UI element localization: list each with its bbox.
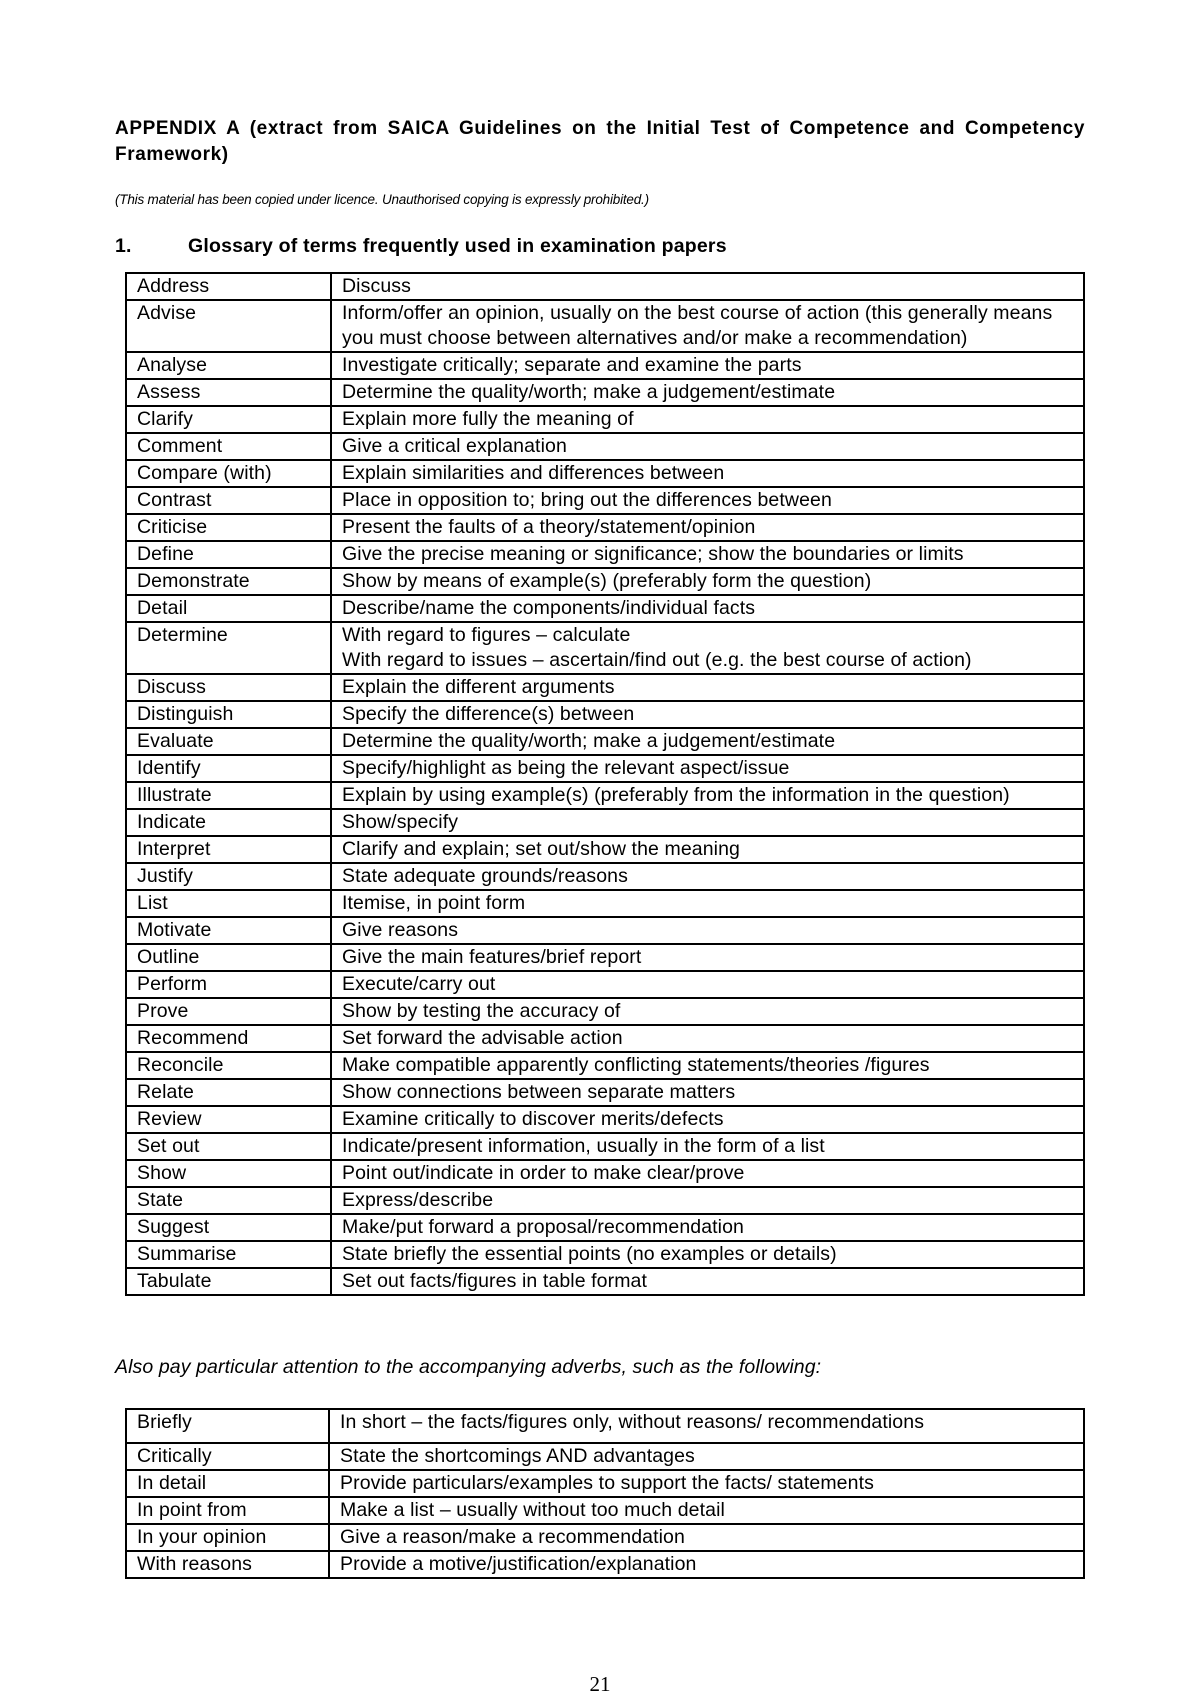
table-row: [126, 1409, 1084, 1443]
glossary-term: Relate: [126, 1079, 331, 1106]
glossary-definition: Show connections between separate matters: [331, 1079, 1084, 1106]
glossary-definition: Make compatible apparently conflicting statements/theories /figures: [331, 1052, 1084, 1079]
page-number: 21: [589, 1672, 611, 1696]
glossary-term: Summarise: [126, 1241, 331, 1268]
table-row: [126, 568, 1084, 595]
table-row: [126, 1497, 1084, 1524]
glossary-term: Justify: [126, 863, 331, 890]
table-row: [126, 622, 1084, 674]
section-title: [115, 235, 727, 258]
glossary-term: Indicate: [126, 809, 331, 836]
table-row: [126, 917, 1084, 944]
table-row: [126, 863, 1084, 890]
table-row: [126, 273, 1084, 300]
glossary-term: Compare (with): [126, 460, 331, 487]
table-row: [126, 998, 1084, 1025]
table-row: [126, 1443, 1084, 1470]
table-row: [126, 1187, 1084, 1214]
adverb-definition: Make a list – usually without too much detail: [329, 1497, 1084, 1524]
table-row: [126, 782, 1084, 809]
table-row: [126, 433, 1084, 460]
glossary-definition: Show/specify: [331, 809, 1084, 836]
glossary-term: Review: [126, 1106, 331, 1133]
glossary-term: Comment: [126, 433, 331, 460]
table-row: [126, 809, 1084, 836]
glossary-term: Interpret: [126, 836, 331, 863]
glossary-definition: Explain similarities and differences between: [331, 460, 1084, 487]
glossary-term: Illustrate: [126, 782, 331, 809]
appendix-heading: APPENDIX A (extract from SAICA Guidelines on the Initial Test of Competence and Competency Framework): [115, 118, 1085, 165]
table-row: [126, 944, 1084, 971]
glossary-definition: Place in opposition to; bring out the differences between: [331, 487, 1084, 514]
glossary-definition: Clarify and explain; set out/show the meaning: [331, 836, 1084, 863]
table-row: [126, 1268, 1084, 1295]
glossary-definition: Give reasons: [331, 917, 1084, 944]
glossary-definition: Give the precise meaning or significance; show the boundaries or limits: [331, 541, 1084, 568]
glossary-term: Set out: [126, 1133, 331, 1160]
glossary-definition: Make/put forward a proposal/recommendation: [331, 1214, 1084, 1241]
table-row: [126, 300, 1084, 352]
glossary-term: Assess: [126, 379, 331, 406]
section-title-text: Glossary of terms frequently used in examination papers: [188, 235, 727, 257]
glossary-term: Prove: [126, 998, 331, 1025]
table-row: [126, 379, 1084, 406]
glossary-definition: Set forward the advisable action: [331, 1025, 1084, 1052]
glossary-term: Demonstrate: [126, 568, 331, 595]
adverb-definition: Give a reason/make a recommendation: [329, 1524, 1084, 1551]
table-row: [126, 1133, 1084, 1160]
glossary-definition: Give the main features/brief report: [331, 944, 1084, 971]
glossary-term: Show: [126, 1160, 331, 1187]
table-row: [126, 460, 1084, 487]
glossary-term: Determine: [126, 622, 331, 674]
adverb-term: Briefly: [126, 1409, 329, 1443]
glossary-definition: Inform/offer an opinion, usually on the best course of action (this generally means you must choose between alternatives and/or make a recommendation): [331, 300, 1084, 352]
adverbs-table: [125, 1408, 1085, 1579]
adverb-definition: State the shortcomings AND advantages: [329, 1443, 1084, 1470]
table-row: [126, 1241, 1084, 1268]
glossary-definition: Show by testing the accuracy of: [331, 998, 1084, 1025]
glossary-definition: Examine critically to discover merits/defects: [331, 1106, 1084, 1133]
table-row: [126, 971, 1084, 998]
table-row: [126, 1052, 1084, 1079]
table-row: [126, 1470, 1084, 1497]
glossary-term: Clarify: [126, 406, 331, 433]
table-row: [126, 1160, 1084, 1187]
table-row: [126, 674, 1084, 701]
glossary-term: List: [126, 890, 331, 917]
glossary-definition: Describe/name the components/individual facts: [331, 595, 1084, 622]
glossary-definition: State adequate grounds/reasons: [331, 863, 1084, 890]
glossary-term: Outline: [126, 944, 331, 971]
table-row: [126, 595, 1084, 622]
table-row: [126, 1524, 1084, 1551]
glossary-term: Detail: [126, 595, 331, 622]
glossary-definition: [331, 622, 1084, 674]
glossary-definition: Show by means of example(s) (preferably form the question): [331, 568, 1084, 595]
table-row: [126, 1551, 1084, 1578]
glossary-definition: Express/describe: [331, 1187, 1084, 1214]
glossary-definition: Itemise, in point form: [331, 890, 1084, 917]
table-row: [126, 728, 1084, 755]
glossary-definition: Indicate/present information, usually in the form of a list: [331, 1133, 1084, 1160]
adverb-term: In detail: [126, 1470, 329, 1497]
adverb-term: With reasons: [126, 1551, 329, 1578]
glossary-term: Recommend: [126, 1025, 331, 1052]
table-row: [126, 1025, 1084, 1052]
glossary-term: Criticise: [126, 514, 331, 541]
definition-line: With regard to issues – ascertain/find out (e.g. the best course of action): [342, 649, 972, 671]
definition-line: With regard to figures – calculate: [342, 624, 631, 646]
table-row: [126, 1079, 1084, 1106]
adverb-definition: In short – the facts/figures only, without reasons/ recommendations: [329, 1409, 1084, 1443]
adverb-term: Critically: [126, 1443, 329, 1470]
adverb-definition: Provide a motive/justification/explanation: [329, 1551, 1084, 1578]
glossary-definition: State briefly the essential points (no examples or details): [331, 1241, 1084, 1268]
glossary-term: Evaluate: [126, 728, 331, 755]
glossary-term: Distinguish: [126, 701, 331, 728]
glossary-definition: Determine the quality/worth; make a judgement/estimate: [331, 728, 1084, 755]
table-row: [126, 890, 1084, 917]
glossary-term: Motivate: [126, 917, 331, 944]
glossary-term: Perform: [126, 971, 331, 998]
glossary-definition: Point out/indicate in order to make clear/prove: [331, 1160, 1084, 1187]
glossary-term: Suggest: [126, 1214, 331, 1241]
glossary-term: Contrast: [126, 487, 331, 514]
glossary-term: Tabulate: [126, 1268, 331, 1295]
glossary-definition: Present the faults of a theory/statement/opinion: [331, 514, 1084, 541]
glossary-term: Advise: [126, 300, 331, 352]
table-row: [126, 487, 1084, 514]
adverbs-intro: Also pay particular attention to the accompanying adverbs, such as the following:: [115, 1356, 822, 1378]
glossary-table: [125, 272, 1085, 1296]
table-row: [126, 1214, 1084, 1241]
glossary-term: Reconcile: [126, 1052, 331, 1079]
glossary-term: Discuss: [126, 674, 331, 701]
glossary-definition: Execute/carry out: [331, 971, 1084, 998]
glossary-definition: Explain more fully the meaning of: [331, 406, 1084, 433]
section-number: 1.: [115, 235, 132, 257]
glossary-term: Define: [126, 541, 331, 568]
adverb-term: In point from: [126, 1497, 329, 1524]
copyright-notice: (This material has been copied under licence. Unauthorised copying is expressly prohibited.): [115, 192, 649, 207]
glossary-term: Identify: [126, 755, 331, 782]
adverb-definition: Provide particulars/examples to support the facts/ statements: [329, 1470, 1084, 1497]
adverb-term: In your opinion: [126, 1524, 329, 1551]
table-row: [126, 352, 1084, 379]
table-row: [126, 514, 1084, 541]
glossary-definition: Set out facts/figures in table format: [331, 1268, 1084, 1295]
glossary-definition: Specify/highlight as being the relevant aspect/issue: [331, 755, 1084, 782]
table-row: [126, 1106, 1084, 1133]
glossary-definition: Specify the difference(s) between: [331, 701, 1084, 728]
glossary-term: Analyse: [126, 352, 331, 379]
glossary-definition: Explain the different arguments: [331, 674, 1084, 701]
glossary-term: Address: [126, 273, 331, 300]
table-row: [126, 755, 1084, 782]
glossary-definition: Determine the quality/worth; make a judgement/estimate: [331, 379, 1084, 406]
glossary-term: State: [126, 1187, 331, 1214]
table-row: [126, 541, 1084, 568]
glossary-definition: Explain by using example(s) (preferably from the information in the question): [331, 782, 1084, 809]
glossary-definition: Give a critical explanation: [331, 433, 1084, 460]
glossary-definition: Discuss: [331, 273, 1084, 300]
glossary-definition: Investigate critically; separate and examine the parts: [331, 352, 1084, 379]
table-row: [126, 701, 1084, 728]
table-row: [126, 836, 1084, 863]
table-row: [126, 406, 1084, 433]
